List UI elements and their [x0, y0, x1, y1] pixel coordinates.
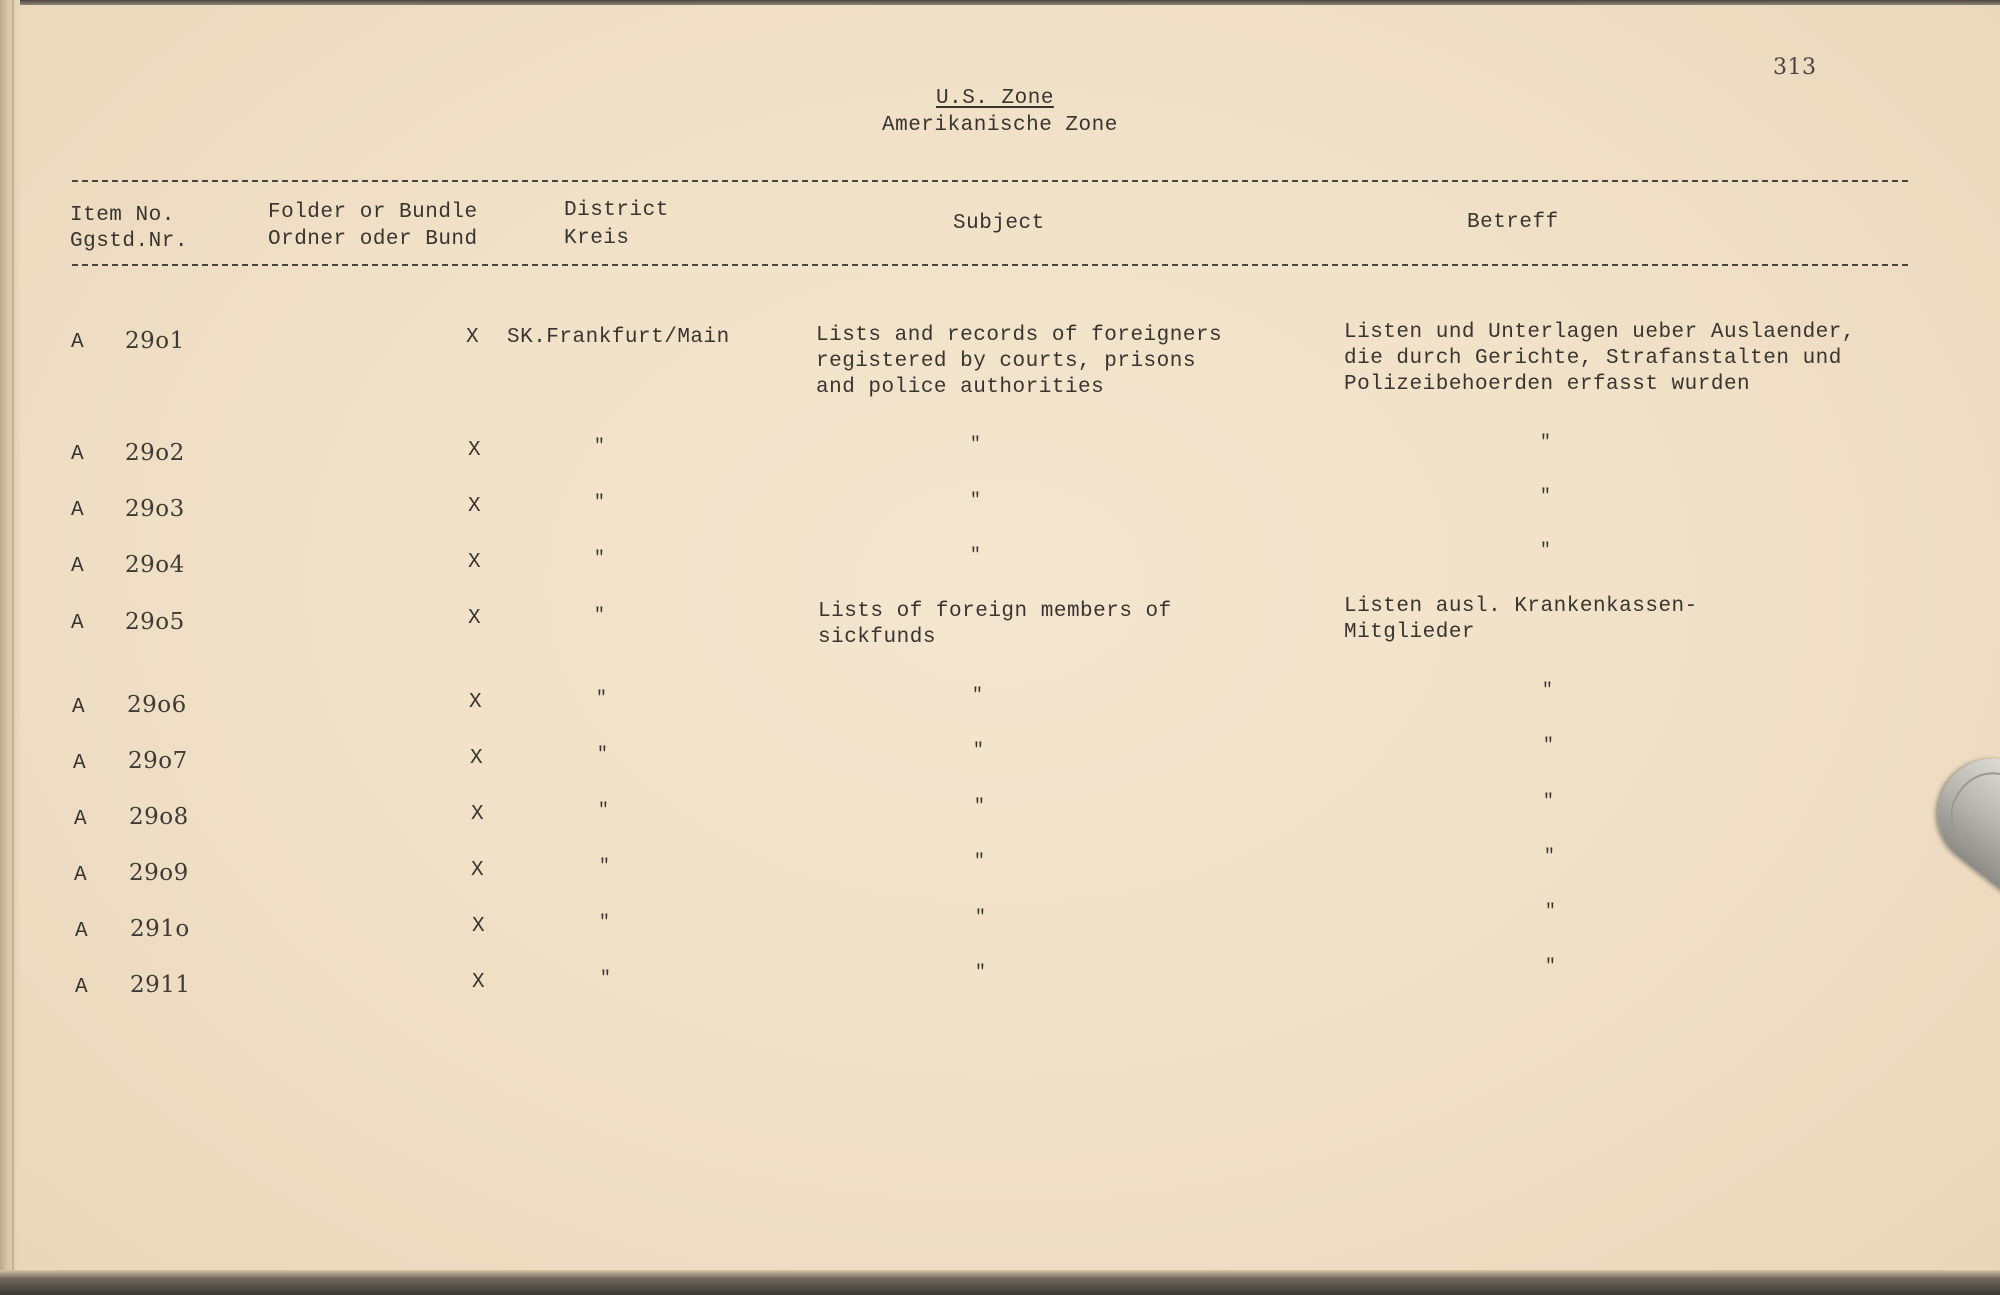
row-6-folder-mark: X	[469, 691, 483, 714]
row-11-betreff-ditto: "	[1545, 957, 1557, 977]
row-6-betreff-ditto: "	[1542, 681, 1554, 701]
column-header-district-line2: Kreis	[564, 227, 630, 250]
row-1-betreff-line-2: die durch Gerichte, Strafanstalten und	[1344, 347, 1842, 370]
row-5-betreff-line-1: Listen ausl. Krankenkassen-	[1344, 595, 1698, 618]
row-8-district-ditto: "	[598, 801, 610, 821]
row-3-district-ditto: "	[594, 493, 606, 513]
row-5-subject-line-1: Lists of foreign members of	[818, 600, 1172, 623]
row-5-betreff-line-2: Mitglieder	[1344, 621, 1476, 644]
row-10-subject-ditto: "	[975, 908, 987, 928]
row-6-district-ditto: "	[596, 689, 608, 709]
row-5-subject-line-2: sickfunds	[818, 626, 936, 649]
row-9-district-ditto: "	[599, 857, 611, 877]
row-1-betreff-line-3: Polizeibehoerden erfasst wurden	[1344, 373, 1751, 396]
row-2-prefix: A	[71, 443, 85, 466]
row-7-prefix: A	[73, 752, 87, 775]
column-header-district-line1: District	[564, 199, 669, 222]
row-6-subject-ditto: "	[972, 686, 984, 706]
row-5-item-number: 29o5	[125, 609, 185, 635]
page-title: U.S. Zone	[936, 87, 1054, 110]
column-header-folder-line1: Folder or Bundle	[268, 201, 478, 224]
book-binding	[0, 0, 20, 1295]
row-4-prefix: A	[71, 555, 85, 578]
row-10-item-number: 291o	[130, 916, 190, 942]
row-2-district-ditto: "	[594, 437, 606, 457]
row-2-betreff-ditto: "	[1540, 433, 1552, 453]
row-11-district-ditto: "	[600, 969, 612, 989]
row-2-folder-mark: X	[468, 439, 482, 462]
row-3-betreff-ditto: "	[1540, 487, 1552, 507]
row-11-folder-mark: X	[472, 971, 486, 994]
binding-line	[12, 0, 14, 1295]
row-8-prefix: A	[74, 808, 88, 831]
row-10-prefix: A	[75, 920, 89, 943]
row-1-folder-mark: X	[466, 326, 480, 349]
row-5-prefix: A	[71, 612, 85, 635]
row-5-folder-mark: X	[468, 607, 482, 630]
page-number: 313	[1773, 55, 1817, 80]
column-header-subject: Subject	[953, 212, 1045, 235]
row-1-betreff	[1344, 320, 1855, 398]
row-9-subject-ditto: "	[974, 852, 986, 872]
row-1-subject	[816, 323, 1222, 401]
row-8-subject-ditto: "	[974, 797, 986, 817]
row-7-item-number: 29o7	[128, 748, 188, 774]
page-subtitle: Amerikanische Zone	[882, 114, 1118, 137]
row-4-item-number: 29o4	[125, 552, 185, 578]
row-11-prefix: A	[75, 976, 89, 999]
paper-clip	[1916, 737, 2000, 910]
column-header-item-line1: Item No.	[70, 204, 175, 227]
row-10-betreff-ditto: "	[1545, 902, 1557, 922]
header-rule-top	[72, 180, 1908, 182]
row-3-subject-ditto: "	[970, 491, 982, 511]
row-8-item-number: 29o8	[129, 804, 189, 830]
row-6-prefix: A	[72, 696, 86, 719]
row-3-folder-mark: X	[468, 495, 482, 518]
row-7-folder-mark: X	[470, 747, 484, 770]
row-7-betreff-ditto: "	[1543, 736, 1555, 756]
row-8-folder-mark: X	[471, 803, 485, 826]
paper-clip-inner	[1934, 756, 2000, 886]
row-5-district-ditto: "	[594, 606, 606, 626]
header-rule-bottom	[72, 264, 1908, 266]
row-3-prefix: A	[71, 499, 85, 522]
page-top-edge	[0, 0, 2000, 5]
row-1-betreff-line-1: Listen und Unterlagen ueber Auslaender,	[1344, 321, 1855, 344]
row-8-betreff-ditto: "	[1543, 792, 1555, 812]
column-header-betreff: Betreff	[1467, 211, 1559, 234]
row-7-district-ditto: "	[597, 745, 609, 765]
row-5-subject	[818, 599, 1172, 651]
row-1-subject-line-3: and police authorities	[816, 376, 1105, 399]
row-4-folder-mark: X	[468, 551, 482, 574]
row-4-subject-ditto: "	[970, 546, 982, 566]
row-2-item-number: 29o2	[125, 440, 185, 466]
row-4-district-ditto: "	[594, 549, 606, 569]
page-bottom-edge	[0, 1270, 2000, 1295]
row-5-betreff	[1344, 594, 1698, 646]
row-1-item-number: 29o1	[125, 328, 185, 354]
row-10-folder-mark: X	[472, 915, 486, 938]
row-2-subject-ditto: "	[970, 435, 982, 455]
row-11-subject-ditto: "	[975, 963, 987, 983]
row-9-item-number: 29o9	[129, 860, 189, 886]
row-9-betreff-ditto: "	[1544, 847, 1556, 867]
row-1-prefix: A	[71, 331, 85, 354]
row-6-item-number: 29o6	[127, 692, 187, 718]
row-10-district-ditto: "	[599, 913, 611, 933]
row-1-subject-line-2: registered by courts, prisons	[816, 350, 1196, 373]
column-header-item-line2: Ggstd.Nr.	[70, 230, 188, 253]
row-3-item-number: 29o3	[125, 496, 185, 522]
row-7-subject-ditto: "	[973, 741, 985, 761]
row-4-betreff-ditto: "	[1540, 541, 1552, 561]
row-1-subject-line-1: Lists and records of foreigners	[816, 324, 1223, 347]
row-1-district: SK.Frankfurt/Main	[507, 326, 730, 349]
row-9-prefix: A	[74, 864, 88, 887]
column-header-folder-line2: Ordner oder Bund	[268, 228, 478, 251]
row-9-folder-mark: X	[471, 859, 485, 882]
row-11-item-number: 2911	[130, 972, 191, 998]
